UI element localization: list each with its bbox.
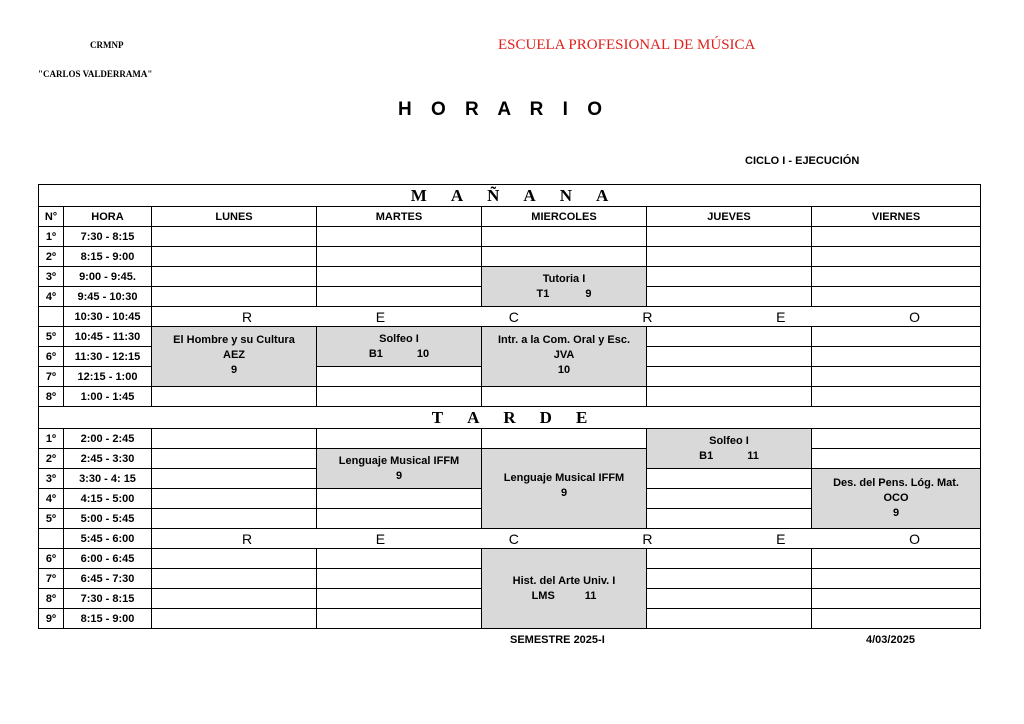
course-name: Lenguaje Musical I (338, 454, 437, 467)
recreo-label (152, 529, 981, 549)
empty-cell (647, 549, 812, 569)
course-comunicacion (482, 327, 647, 387)
course-historia (482, 549, 647, 629)
row-number (39, 307, 64, 327)
table-row (39, 387, 981, 407)
course-solfeo-jueves (647, 429, 812, 469)
row-hora: 8:15 - 9:00 (64, 247, 152, 267)
empty-cell (152, 387, 317, 407)
recreo-letter: E (776, 530, 786, 547)
recreo-letter: E (776, 308, 786, 325)
manana-letter: Ñ (487, 185, 500, 205)
course-name: El Hombre y su Cultura (173, 334, 295, 346)
row-hora: 2:00 - 2:45 (64, 429, 152, 449)
empty-cell (647, 569, 812, 589)
course-code: T1 (536, 287, 550, 300)
empty-cell (152, 449, 317, 469)
empty-cell (152, 469, 317, 489)
course-name: Hist. del Arte Univ. I (512, 574, 616, 587)
row-hora: 5:45 - 6:00 (64, 529, 152, 549)
course-name: Solfeo I (379, 332, 419, 345)
institution-acronym: CRMNP (90, 40, 124, 50)
table-row (39, 549, 981, 569)
manana-letter: A (450, 185, 464, 205)
tarde-letter: R (503, 407, 516, 427)
tarde-header (39, 407, 981, 429)
row-number: 5º (39, 327, 64, 347)
col-header-martes: MARTES (317, 207, 482, 227)
semester-label: SEMESTRE 2025-I (510, 634, 605, 646)
empty-cell (647, 469, 812, 489)
empty-cell (317, 247, 482, 267)
manana-header (39, 185, 981, 207)
course-room: 11 (584, 589, 597, 602)
col-header-viernes: VIERNES (812, 207, 981, 227)
empty-cell (647, 367, 812, 387)
manana-letter: A (523, 185, 536, 205)
empty-cell (317, 489, 482, 509)
empty-cell (317, 549, 482, 569)
empty-cell (317, 227, 482, 247)
row-number: 8º (39, 387, 64, 407)
schedule-table (38, 184, 981, 629)
empty-cell (482, 247, 647, 267)
empty-cell (152, 429, 317, 449)
table-row (39, 247, 981, 267)
empty-cell (812, 347, 981, 367)
table-row (39, 327, 981, 347)
recreo-letter: O (909, 530, 920, 547)
empty-cell (647, 287, 812, 307)
manana-letter: N (559, 185, 572, 205)
recreo-letter: R (242, 530, 253, 547)
recreo-row (39, 307, 981, 327)
empty-cell (317, 429, 482, 449)
ciclo-label: CICLO I - EJECUCIÓN (745, 155, 860, 167)
course-room: 9 (560, 487, 568, 499)
empty-cell (647, 387, 812, 407)
row-hora: 1:00 - 1:45 (64, 387, 152, 407)
col-header-num: N° (39, 207, 64, 227)
row-hora: 3:30 - 4: 15 (64, 469, 152, 489)
recreo-letter: R (642, 530, 653, 547)
empty-cell (812, 287, 981, 307)
empty-cell (812, 569, 981, 589)
empty-cell (317, 589, 482, 609)
empty-cell (812, 327, 981, 347)
empty-cell (152, 609, 317, 629)
recreo-letter: E (375, 308, 386, 325)
institution-name: "CARLOS VALDERRAMA" (38, 69, 153, 79)
row-hora: 6:00 - 6:45 (64, 549, 152, 569)
empty-cell (647, 247, 812, 267)
tarde-letter: D (539, 407, 552, 427)
date-label: 4/03/2025 (866, 634, 915, 646)
course-name: Intr. a la Com. Oral y Esc. (497, 334, 631, 346)
course-room: 11 (747, 449, 759, 462)
row-number: 5º (39, 509, 64, 529)
manana-letter: A (595, 185, 609, 205)
empty-cell (647, 347, 812, 367)
course-teacher: JVA (553, 349, 575, 361)
empty-cell (647, 509, 812, 529)
row-number: 7º (39, 367, 64, 387)
empty-cell (317, 509, 482, 529)
row-number: 2º (39, 247, 64, 267)
school-title: ESCUELA PROFESIONAL DE MÚSICA (498, 37, 756, 53)
table-row (39, 227, 981, 247)
empty-cell (482, 387, 647, 407)
empty-cell (647, 489, 812, 509)
empty-cell (482, 429, 647, 449)
row-number: 3º (39, 267, 64, 287)
empty-cell (152, 589, 317, 609)
row-number: 2º (39, 449, 64, 469)
row-number: 1º (39, 227, 64, 247)
empty-cell (812, 449, 981, 469)
column-header-row (39, 207, 981, 227)
course-solfeo-martes (317, 327, 482, 367)
course-lenguaje-miercoles (482, 449, 647, 529)
col-header-miercoles: MIERCOLES (482, 207, 647, 227)
course-code: B1 (699, 449, 714, 462)
table-row (39, 267, 981, 287)
course-teacher: FFM (601, 472, 625, 484)
recreo-letter: C (508, 308, 519, 325)
course-hombre-cultura (152, 327, 317, 387)
row-hora: 9:45 - 10:30 (64, 287, 152, 307)
row-hora: 6:45 - 7:30 (64, 569, 152, 589)
empty-cell (812, 589, 981, 609)
row-number: 3º (39, 469, 64, 489)
empty-cell (812, 367, 981, 387)
empty-cell (647, 267, 812, 287)
empty-cell (647, 589, 812, 609)
row-number: 1º (39, 429, 64, 449)
course-room: 9 (230, 364, 238, 376)
empty-cell (152, 287, 317, 307)
recreo-letter: O (909, 308, 920, 325)
row-hora: 5:00 - 5:45 (64, 509, 152, 529)
course-teacher: FFM (436, 454, 460, 467)
empty-cell (647, 327, 812, 347)
row-number: 7º (39, 569, 64, 589)
recreo-label (152, 307, 981, 327)
row-hora: 10:30 - 10:45 (64, 307, 152, 327)
course-room: 9 (395, 469, 403, 482)
recreo-row (39, 529, 981, 549)
row-hora: 7:30 - 8:15 (64, 227, 152, 247)
empty-cell (152, 489, 317, 509)
course-teacher: OCO (883, 492, 909, 504)
empty-cell (812, 227, 981, 247)
empty-cell (647, 227, 812, 247)
empty-cell (152, 569, 317, 589)
row-number: 6º (39, 549, 64, 569)
empty-cell (317, 387, 482, 407)
row-hora: 2:45 - 3:30 (64, 449, 152, 469)
course-name: Solfeo I (709, 434, 749, 447)
empty-cell (812, 247, 981, 267)
tarde-letter: E (575, 407, 588, 427)
empty-cell (152, 227, 317, 247)
empty-cell (152, 267, 317, 287)
tarde-letter: A (467, 407, 480, 427)
manana-letter: M (410, 185, 427, 205)
empty-cell (317, 609, 482, 629)
empty-cell (647, 609, 812, 629)
empty-cell (317, 267, 482, 287)
course-lenguaje-martes (317, 449, 482, 489)
course-code: B1 (368, 347, 383, 360)
empty-cell (317, 367, 482, 387)
row-number: 9º (39, 609, 64, 629)
row-hora: 11:30 - 12:15 (64, 347, 152, 367)
course-teacher: AEZ (223, 349, 245, 361)
course-name: Tutoria I (542, 272, 586, 285)
empty-cell (812, 267, 981, 287)
row-number: 8º (39, 589, 64, 609)
course-room: 10 (416, 347, 430, 360)
col-header-hora: HORA (64, 207, 152, 227)
recreo-letter: E (375, 530, 386, 547)
course-room: 9 (892, 507, 900, 519)
table-row (39, 449, 981, 469)
empty-cell (812, 549, 981, 569)
page-title: H O R A R I O (398, 99, 609, 120)
row-number: 4º (39, 489, 64, 509)
row-hora: 10:45 - 11:30 (64, 327, 152, 347)
row-number (39, 529, 64, 549)
empty-cell (152, 247, 317, 267)
empty-cell (152, 509, 317, 529)
course-tutoria (482, 267, 647, 307)
course-pensamiento (812, 469, 981, 529)
empty-cell (317, 287, 482, 307)
row-hora: 9:00 - 9:45. (64, 267, 152, 287)
empty-cell (812, 429, 981, 449)
row-number: 4º (39, 287, 64, 307)
col-header-jueves: JUEVES (647, 207, 812, 227)
empty-cell (812, 387, 981, 407)
course-room: 9 (585, 287, 592, 300)
tarde-letter: T (431, 407, 444, 427)
row-hora: 4:15 - 5:00 (64, 489, 152, 509)
empty-cell (317, 569, 482, 589)
table-row (39, 429, 981, 449)
course-name: Des. del Pens. Lóg. Mat. (833, 477, 959, 489)
course-room: 10 (557, 364, 571, 376)
row-hora: 12:15 - 1:00 (64, 367, 152, 387)
recreo-letter: R (242, 308, 253, 325)
col-header-lunes: LUNES (152, 207, 317, 227)
recreo-letter: R (642, 308, 653, 325)
row-hora: 8:15 - 9:00 (64, 609, 152, 629)
empty-cell (812, 609, 981, 629)
row-number: 6º (39, 347, 64, 367)
recreo-letter: C (508, 530, 519, 547)
empty-cell (152, 549, 317, 569)
course-name: Lenguaje Musical I (503, 472, 602, 484)
empty-cell (482, 227, 647, 247)
row-hora: 7:30 - 8:15 (64, 589, 152, 609)
course-teacher: LMS (531, 589, 555, 602)
